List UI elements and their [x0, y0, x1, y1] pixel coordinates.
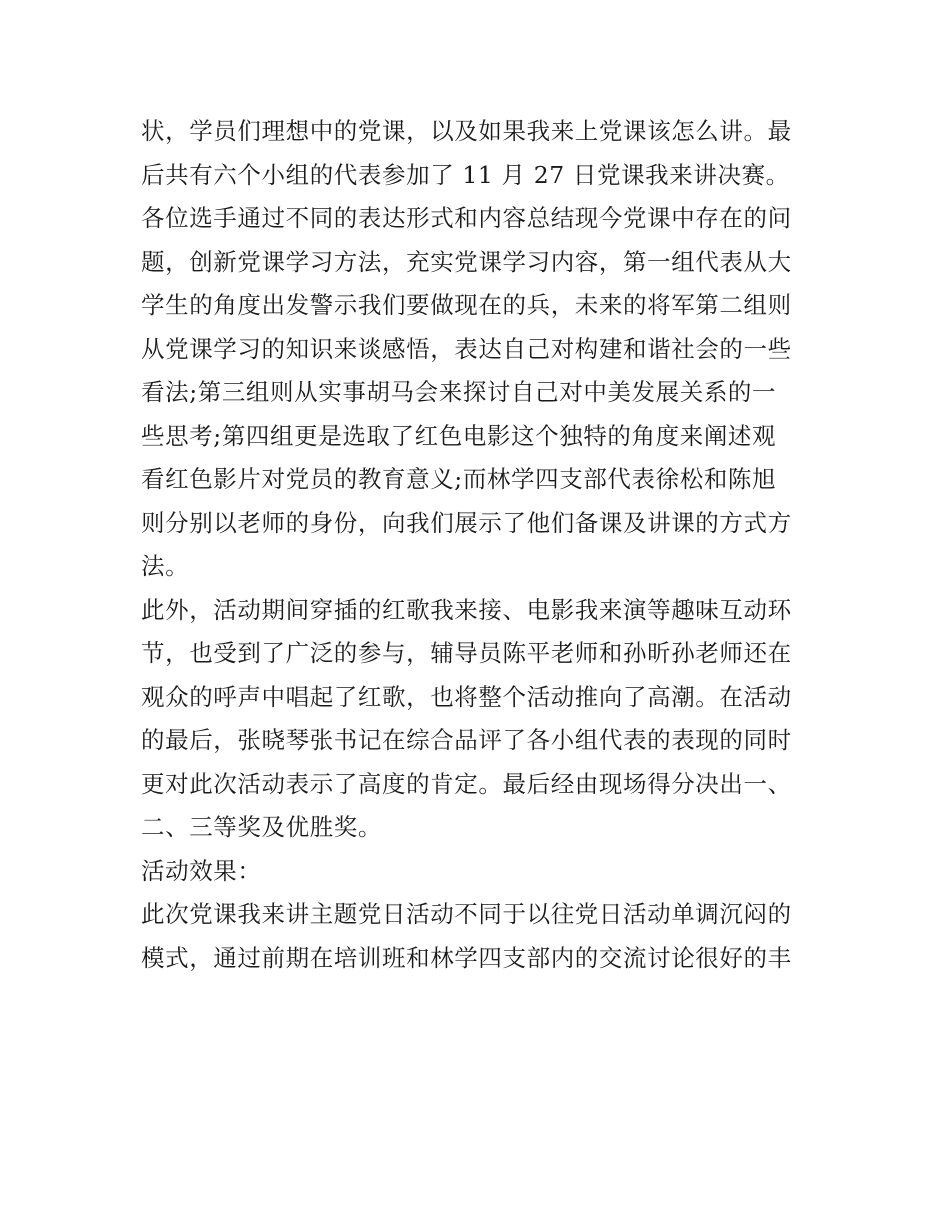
text-line: 状，学员们理想中的党课，以及如果我来上党课该怎么讲。最	[141, 117, 792, 145]
document-body	[141, 110, 821, 980]
text-line: 此次党课我来讲主题党日活动不同于以往党日活动单调沉闷的	[141, 900, 792, 928]
text-line: 模式，通过前期在培训班和林学四支部内的交流讨论很好的丰	[141, 943, 792, 972]
text-line: 从党课学习的知识来谈感悟，表达自己对构建和谐社会的一些	[141, 334, 792, 363]
text-line: 题，创新党课学习方法，充实党课学习内容，第一组代表从大	[141, 247, 792, 276]
text-line: 的最后，张晓琴张书记在综合品评了各小组代表的表现的同时	[141, 726, 792, 754]
text-line: 些思考;第四组更是选取了红色电影这个独特的角度来阐述观	[141, 421, 777, 450]
text-line: 更对此次活动表示了高度的肯定。最后经由现场得分决出一、	[141, 769, 792, 798]
text-line: 观众的呼声中唱起了红歌，也将整个活动推向了高潮。在活动	[141, 682, 792, 711]
text-line: 后共有六个小组的代表参加了 11 月 27 日党课我来讲决赛。	[141, 160, 790, 189]
text-line: 此外，活动期间穿插的红歌我来接、电影我来演等趣味互动环	[141, 595, 792, 624]
text-line: 则分别以老师的身份，向我们展示了他们备课及讲课的方式方	[141, 508, 792, 537]
text-line: 看法;第三组则从实事胡马会来探讨自己对中美发展关系的一	[141, 378, 777, 406]
section-heading: 活动效果：	[141, 856, 262, 885]
text-line: 看红色影片对党员的教育意义;而林学四支部代表徐松和陈旭	[141, 465, 777, 493]
text-line: 二、三等奖及优胜奖。	[141, 813, 382, 841]
text-line: 各位选手通过不同的表达形式和内容总结现今党课中存在的问	[141, 204, 792, 232]
text-line: 节，也受到了广泛的参与，辅导员陈平老师和孙昕孙老师还在	[141, 639, 792, 667]
text-line: 学生的角度出发警示我们要做现在的兵，未来的将军第二组则	[141, 291, 792, 319]
text-line: 法。	[141, 552, 190, 580]
